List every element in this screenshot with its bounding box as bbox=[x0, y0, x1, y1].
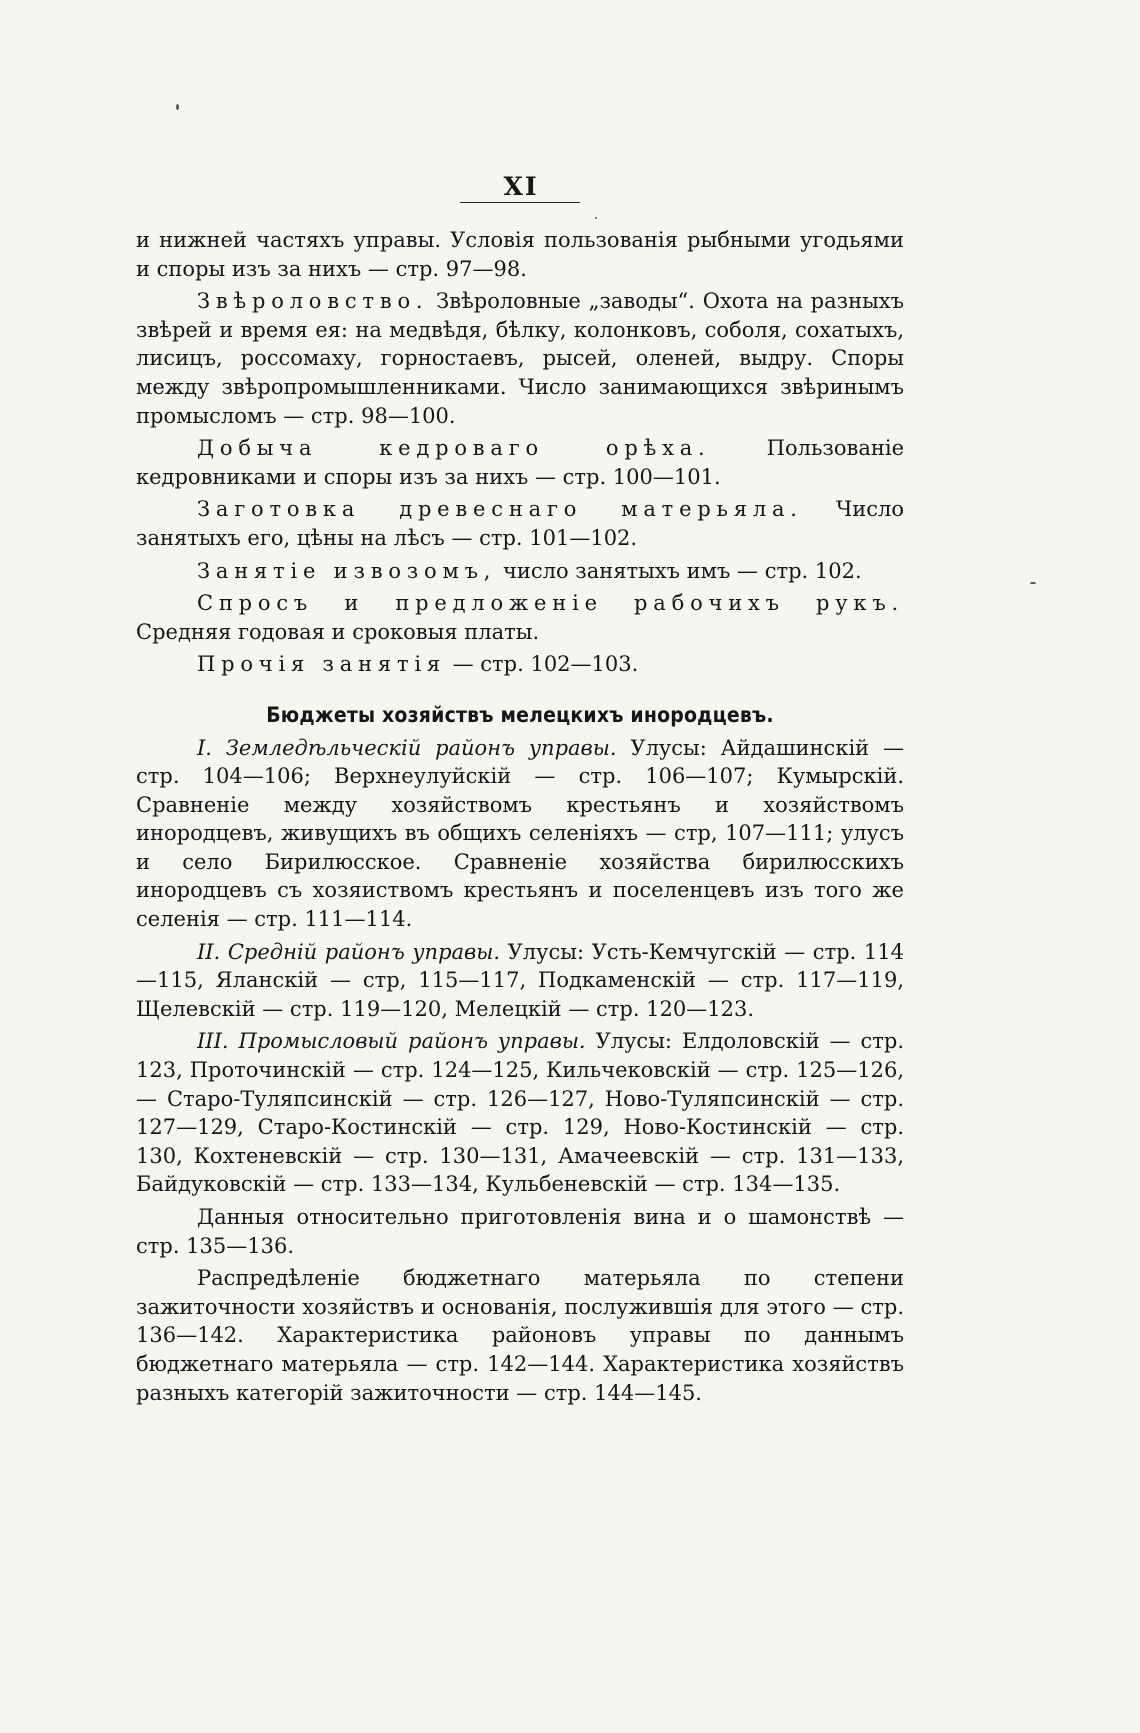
spaced-lead: Занятіе извозомъ, bbox=[197, 558, 497, 583]
spaced-lead: Добыча кедроваго орѣха. bbox=[197, 436, 711, 461]
spaced-lead: Спросъ и предложеніе рабочихъ рукъ. bbox=[197, 591, 904, 616]
district-text: Улусы: Елдоловскій — стр. 123, Проточинскій — стр. 124—125, Кильчековскій — стр. 125—126, — Старо-Туляпсинскій — стр. 126—127, Ново-Туляпсинскій — стр. 127—129, Старо-Костинскій — стр. 129, Ново-Костинскій — стр. 130, Кохтеневскій — стр. 130—131, Амачеевскій — стр. 131—133, Байдуковскій — стр. 133—134, Кульбеневскій — стр. 134—135. bbox=[136, 1029, 904, 1197]
district-title: I. Земледѣльческій районъ управы. bbox=[197, 735, 617, 760]
district-text: Улусы: Айдашинскій — стр. 104—106; Верхнеулуйскій — стр. 106—107; Кумырскій. Сравненіе между хозяйствомъ крестьянъ и хозяйствомъ инородцевъ, живущихъ въ общихъ селеніяхъ — стр, 107—111; улусъ и село Бирилюсское. Сравненіе хозяйства бирилюсскихъ инородцевъ съ хозяиствомъ крестьянъ и поселенцевъ изъ того же селенія — стр. 111—114. bbox=[136, 735, 905, 932]
paragraph bbox=[136, 589, 904, 646]
paragraph bbox=[136, 287, 904, 430]
speck bbox=[176, 104, 179, 110]
paragraph-text: — стр. 102—103. bbox=[445, 652, 639, 677]
paragraph bbox=[136, 434, 904, 491]
district-paragraph bbox=[136, 1027, 904, 1199]
page-number: XI bbox=[503, 172, 539, 201]
speck bbox=[595, 217, 597, 219]
district-paragraph bbox=[136, 938, 904, 1024]
page-number-underline bbox=[460, 202, 580, 203]
paragraph bbox=[136, 650, 904, 679]
paragraph-text: число занятыхъ имъ — стр. 102. bbox=[496, 558, 862, 583]
speck bbox=[1030, 582, 1036, 584]
paragraph: Распредѣленіе бюджетнаго матерьяла по степени зажиточности хозяйствъ и основанія, послужившія для этого — стр. 136—142. Характеристика районовъ управы по даннымъ бюджетнаго матерьяла — стр. 142—144. Характеристика хозяйствъ разныхъ категорій зажиточности — стр. 144—145. bbox=[136, 1266, 904, 1405]
section-heading: Бюджеты хозяйствъ мелецкихъ инородцевъ. bbox=[266, 702, 774, 727]
district-title: II. Средній районъ управы. bbox=[197, 939, 501, 964]
paragraph bbox=[136, 226, 904, 283]
spaced-lead: Прочія занятія bbox=[197, 652, 446, 677]
paragraph: Данныя относительно приготовленія вина и о шамонствѣ — стр. 135—136. bbox=[136, 1205, 904, 1258]
spaced-lead: Звѣроловство. bbox=[197, 289, 429, 314]
paragraph bbox=[136, 495, 904, 552]
district-title: III. Промысловый районъ управы. bbox=[197, 1029, 586, 1054]
paragraph-text: Число занятыхъ его, цѣны на лѣсъ — стр. 101—102. bbox=[136, 497, 904, 550]
paragraph-text: Пользованіе кедровниками и споры изъ за нихъ — стр. 100—101. bbox=[136, 436, 904, 489]
paragraph-text: Звѣроловные „заводы“. Охота на разныхъ звѣрей и время ея: на медвѣдя, бѣлку, колонковъ, соболя, сохатыхъ, лисицъ, россомаху, горностаевъ, рысей, оленей, выдру. Споры между звѣропромышленниками. Число занимающихся звѣринымъ промысломъ — стр. 98—100. bbox=[136, 289, 904, 428]
spaced-lead: Заготовка древеснаго матерьяла. bbox=[197, 497, 803, 522]
paragraph-text: и нижней частяхъ управы. Условія пользованія рыбными угодьями и споры изъ за нихъ — стр. 97—98. bbox=[136, 228, 904, 281]
paragraph-text: Средняя годовая и сроковыя платы. bbox=[136, 619, 540, 644]
district-text: Улусы: Усть-Кемчугскій — стр. 114—115, Яланскій — стр, 115—117, Подкаменскій — стр. 117—119, Щелевскій — стр. 119—120, Мелецкій — стр. 120—123. bbox=[136, 939, 904, 1021]
district-paragraph bbox=[136, 734, 904, 934]
document-body bbox=[136, 226, 904, 1407]
paragraph bbox=[136, 557, 904, 586]
